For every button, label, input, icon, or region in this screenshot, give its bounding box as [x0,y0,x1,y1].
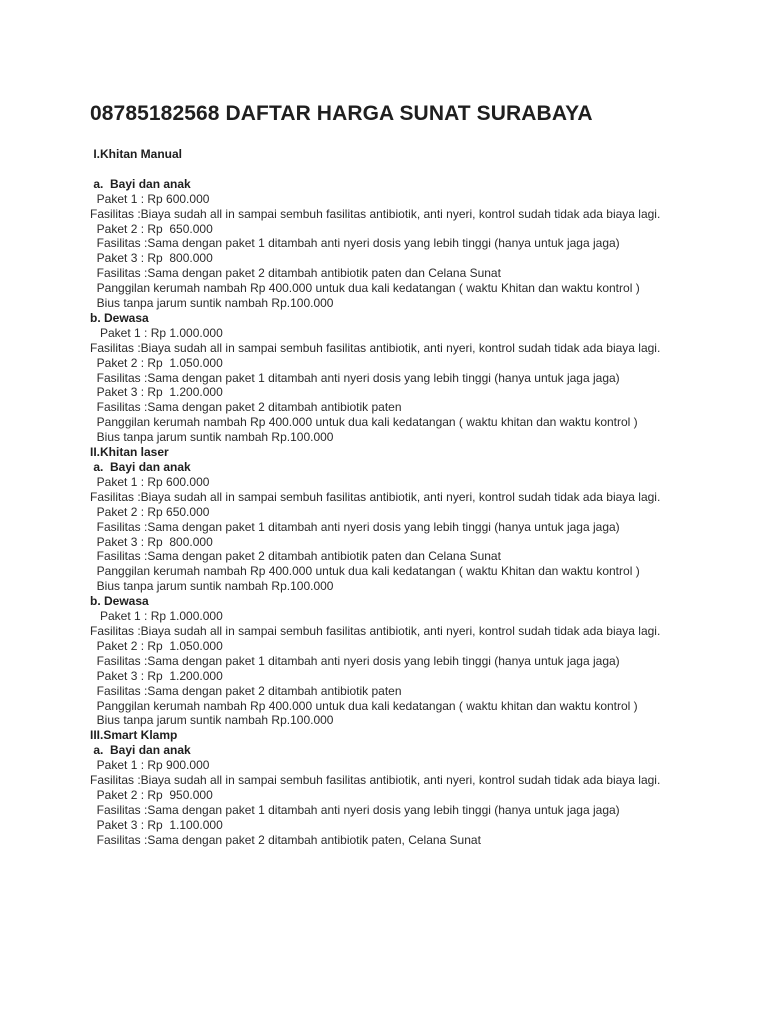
text-line: Fasilitas :Sama dengan paket 1 ditambah anti nyeri dosis yang lebih tinggi (hanya untuk jaga jaga) [90,370,620,385]
text-line: Fasilitas :Biaya sudah all in sampai sembuh fasilitas antibiotik, anti nyeri, kontrol sudah tidak ada biaya lagi. [90,206,661,221]
text-line: Fasilitas :Sama dengan paket 2 ditambah antibiotik paten [90,400,402,415]
text-line: Fasilitas :Sama dengan paket 2 ditambah antibiotik paten [90,683,402,698]
text-line: Fasilitas :Sama dengan paket 1 ditambah anti nyeri dosis yang lebih tinggi (hanya untuk jaga jaga) [90,519,620,534]
text-line: Panggilan kerumah nambah Rp 400.000 untuk dua kali kedatangan ( waktu khitan dan waktu kontrol ) [90,415,638,430]
text-line: Fasilitas :Sama dengan paket 1 ditambah anti nyeri dosis yang lebih tinggi (hanya untuk jaga jaga) [90,236,620,251]
text-line: Paket 3 : Rp 1.200.000 [90,385,223,400]
text-line: Paket 1 : Rp 900.000 [90,758,210,773]
text-line: Fasilitas :Sama dengan paket 2 ditambah antibiotik paten dan Celana Sunat [90,549,501,564]
section-heading: III.Smart Klamp [90,728,178,743]
text-line: Paket 1 : Rp 1.000.000 [90,609,223,624]
text-line: Paket 1 : Rp 600.000 [90,474,210,489]
blank-line [90,162,680,177]
text-line: Fasilitas :Sama dengan paket 1 ditambah anti nyeri dosis yang lebih tinggi (hanya untuk jaga jaga) [90,802,620,817]
text-line: Panggilan kerumah nambah Rp 400.000 untuk dua kali kedatangan ( waktu Khitan dan waktu kontrol ) [90,281,640,296]
text-line: Bius tanpa jarum suntik nambah Rp.100.000 [90,713,334,728]
text-line: Paket 1 : Rp 1.000.000 [90,325,223,340]
text-line: Paket 3 : Rp 800.000 [90,251,213,266]
text-line: Paket 2 : Rp 1.050.000 [90,638,223,653]
text-line: Bius tanpa jarum suntik nambah Rp.100.000 [90,296,334,311]
section-heading: a. Bayi dan anak [90,176,191,191]
text-line: Paket 3 : Rp 1.100.000 [90,817,223,832]
text-line: Paket 3 : Rp 800.000 [90,534,213,549]
text-line: Fasilitas :Biaya sudah all in sampai sembuh fasilitas antibiotik, anti nyeri, kontrol sudah tidak ada biaya lagi. [90,623,661,638]
text-line: Fasilitas :Sama dengan paket 1 ditambah anti nyeri dosis yang lebih tinggi (hanya untuk jaga jaga) [90,653,620,668]
section-heading: I.Khitan Manual [90,147,183,161]
text-line: Fasilitas :Biaya sudah all in sampai sembuh fasilitas antibiotik, anti nyeri, kontrol sudah tidak ada biaya lagi. [90,489,661,504]
text-line: Fasilitas :Biaya sudah all in sampai sembuh fasilitas antibiotik, anti nyeri, kontrol sudah tidak ada biaya lagi. [90,773,661,788]
text-line: Paket 2 : Rp 950.000 [90,787,213,802]
text-line: Panggilan kerumah nambah Rp 400.000 untuk dua kali kedatangan ( waktu Khitan dan waktu kontrol ) [90,564,640,579]
text-line: Paket 2 : Rp 650.000 [90,221,213,236]
section-heading: b. Dewasa [90,310,149,325]
text-line: Bius tanpa jarum suntik nambah Rp.100.000 [90,430,334,445]
section-heading: b. Dewasa [90,594,149,609]
page-title: 08785182568 DAFTAR HARGA SUNAT SURABAYA [90,102,593,125]
text-line: Fasilitas :Sama dengan paket 2 ditambah antibiotik paten dan Celana Sunat [90,266,501,281]
section-heading: a. Bayi dan anak [90,743,191,758]
text-line: Paket 1 : Rp 600.000 [90,191,210,206]
text-line: Bius tanpa jarum suntik nambah Rp.100.000 [90,579,334,594]
text-line: Fasilitas :Biaya sudah all in sampai sembuh fasilitas antibiotik, anti nyeri, kontrol sudah tidak ada biaya lagi. [90,340,661,355]
text-line: Panggilan kerumah nambah Rp 400.000 untuk dua kali kedatangan ( waktu khitan dan waktu kontrol ) [90,698,638,713]
price-list [90,147,680,848]
text-line: Fasilitas :Sama dengan paket 2 ditambah antibiotik paten, Celana Sunat [90,832,481,847]
text-line: Paket 3 : Rp 1.200.000 [90,668,223,683]
section-heading: II.Khitan laser [90,445,169,460]
text-line: Paket 2 : Rp 650.000 [90,504,210,519]
section-heading: a. Bayi dan anak [90,460,191,475]
text-line: Paket 2 : Rp 1.050.000 [90,355,223,370]
